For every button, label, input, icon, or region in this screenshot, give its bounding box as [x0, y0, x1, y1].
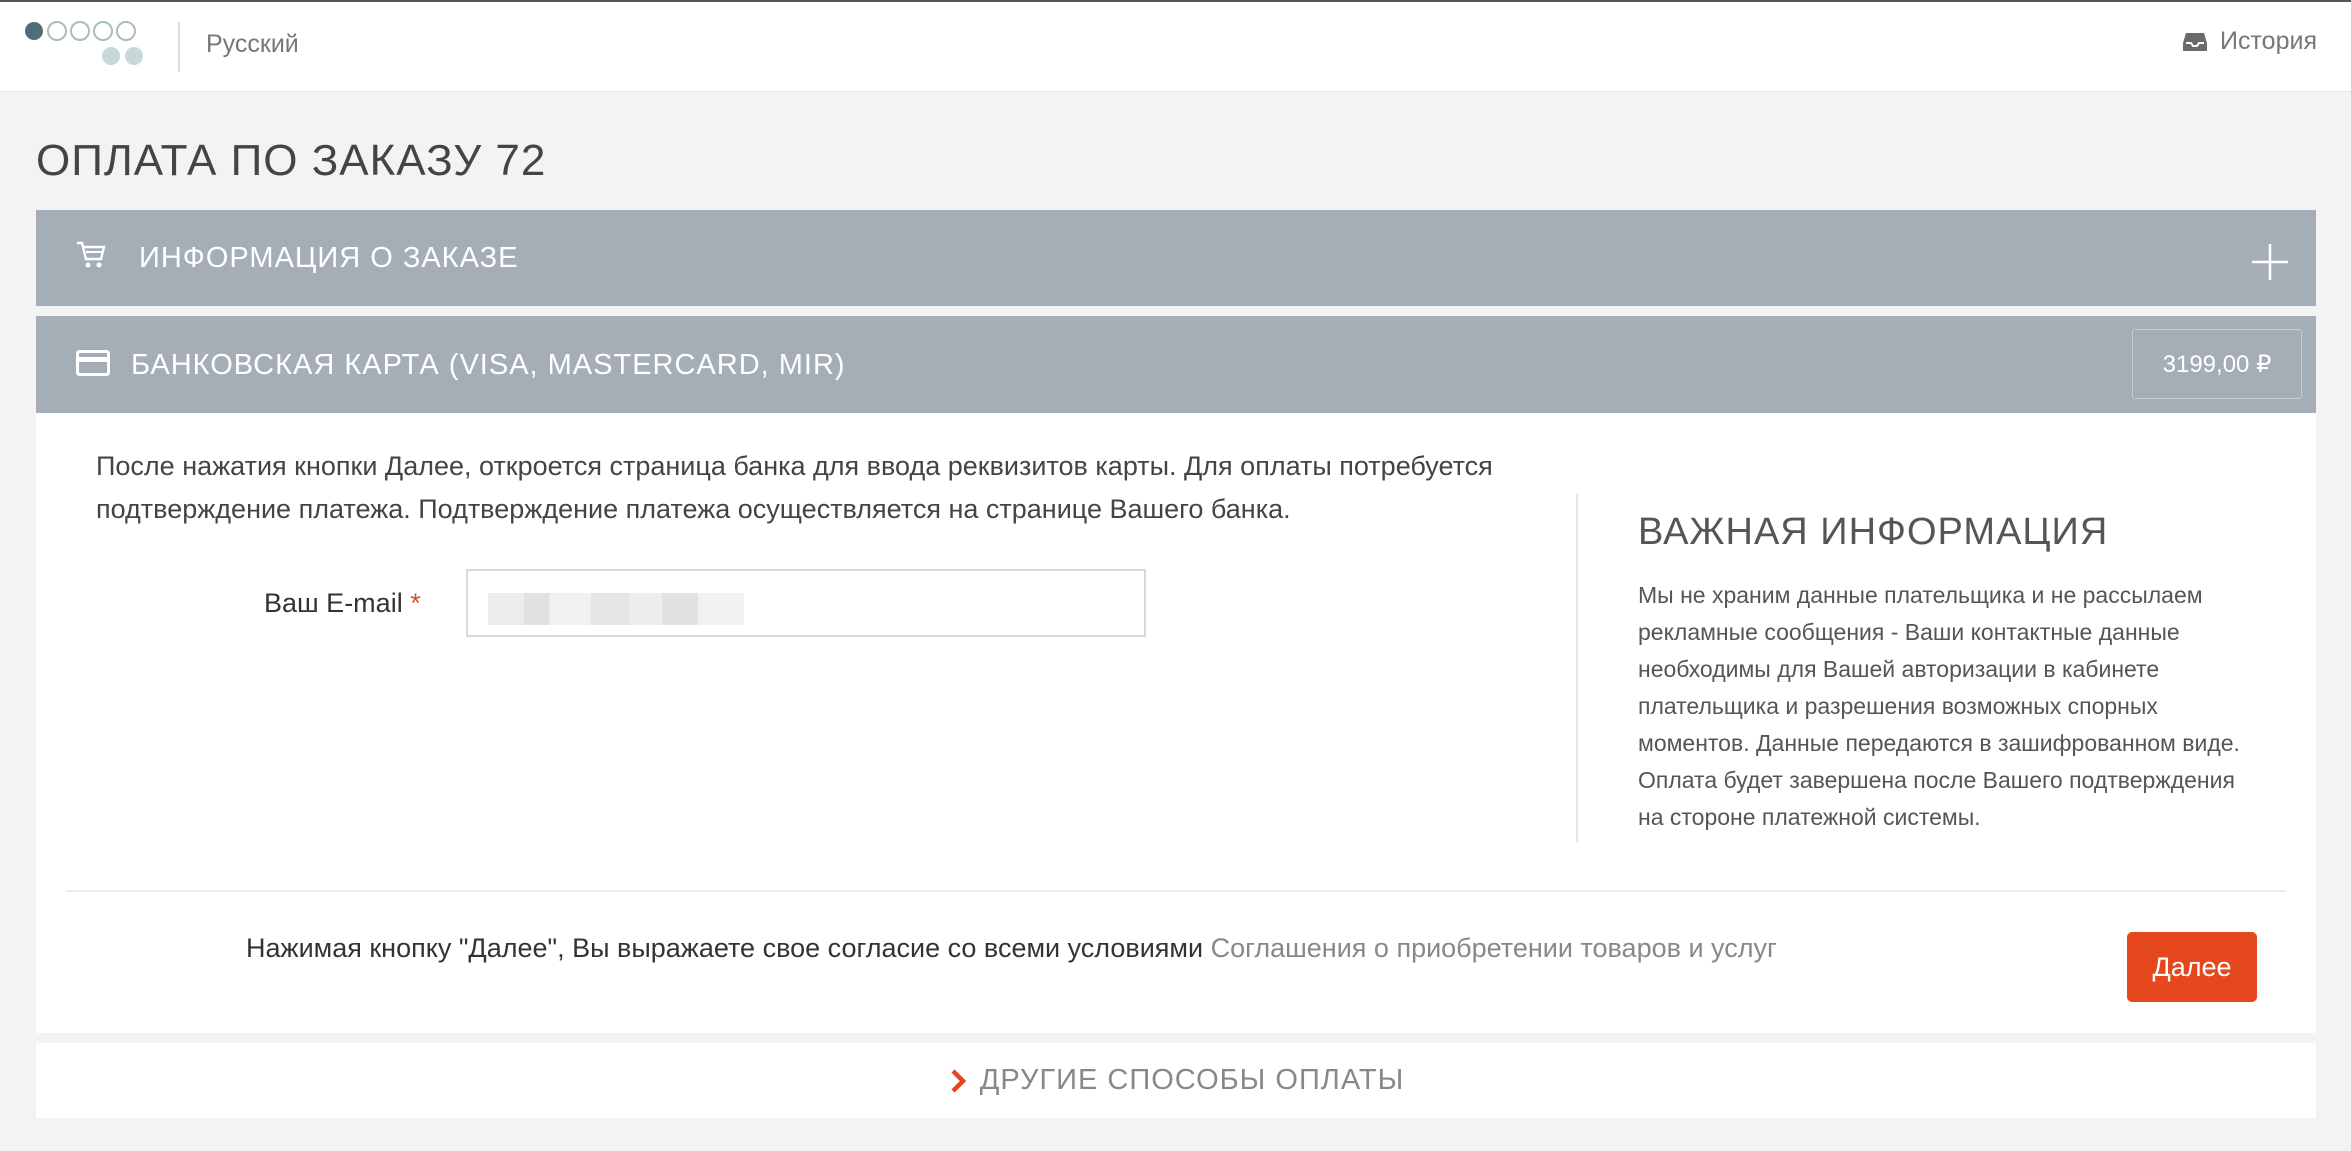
email-label-text: Ваш E-mail: [264, 588, 403, 618]
email-label: [264, 588, 421, 619]
bank-card-header: [36, 316, 2316, 413]
payment-form: [36, 413, 2316, 1033]
amount-badge: 3199,00 ₽: [2132, 329, 2302, 399]
required-mark: *: [410, 588, 421, 618]
next-button[interactable]: Далее: [2127, 932, 2257, 1002]
bank-card-label: БАНКОВСКАЯ КАРТА (VISA, MASTERCARD, MIR): [131, 349, 846, 381]
page-title: ОПЛАТА ПО ЗАКАЗУ 72: [36, 136, 547, 185]
logo: [24, 20, 150, 70]
inbox-icon: [2182, 31, 2208, 53]
language-selector[interactable]: Русский: [206, 30, 299, 58]
history-link[interactable]: [2182, 27, 2317, 56]
plus-icon[interactable]: [2250, 242, 2290, 282]
email-value-redacted: [488, 593, 744, 625]
top-bar: [0, 0, 2351, 92]
important-info-text: Мы не храним данные плательщика и не рассылаем рекламные сообщения - Ваши контактные данные необходимы для Вашей авторизации в кабинете плательщика и разрешения возможных спорных моментов. Данные передаются в зашифрованном виде. Оплата будет завершена после Вашего подтверждения на стороне платежной системы.: [1638, 582, 2240, 830]
agreement-statement: Нажимая кнопку "Далее", Вы выражаете свое согласие со всеми условиями: [246, 933, 1204, 963]
vertical-divider: [1576, 493, 1578, 843]
history-label: История: [2220, 27, 2317, 55]
other-payment-methods[interactable]: [36, 1043, 2316, 1118]
order-info-label: ИНФОРМАЦИЯ О ЗАКАЗЕ: [139, 242, 519, 274]
chevron-right-icon: [948, 1068, 970, 1094]
header-divider: [178, 22, 180, 72]
payment-note: После нажатия кнопки Далее, откроется страница банка для ввода реквизитов карты. Для оплаты потребуется подтверждение платежа. Подтверждение платежа осуществляется на странице Вашего банка.: [96, 451, 1493, 524]
order-info-header[interactable]: [36, 210, 2316, 306]
important-info-title: ВАЖНАЯ ИНФОРМАЦИЯ: [1638, 511, 2109, 553]
agreement-text: [246, 933, 1777, 964]
other-methods-label: ДРУГИЕ СПОСОБЫ ОПЛАТЫ: [979, 1064, 1405, 1096]
horizontal-divider: [66, 890, 2286, 892]
cart-icon: [76, 240, 106, 270]
agreement-link[interactable]: Соглашения о приобретении товаров и услуг: [1210, 933, 1777, 963]
credit-card-icon: [76, 350, 110, 376]
email-field[interactable]: [466, 569, 1146, 637]
